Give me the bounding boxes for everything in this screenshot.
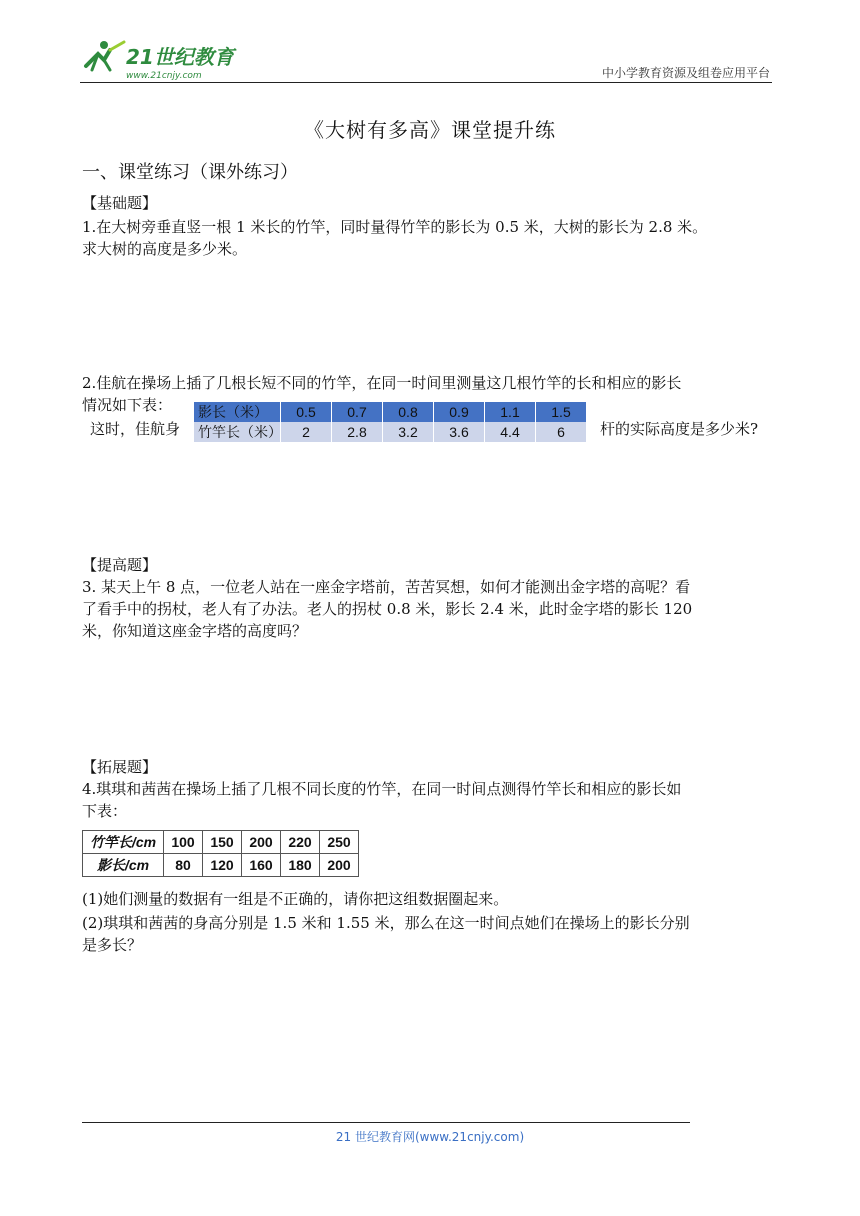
logo-text: 21世纪教育 bbox=[126, 45, 234, 69]
table-cell: 180 bbox=[281, 854, 320, 877]
table-cell: 4.4 bbox=[485, 422, 536, 442]
table-row-header: 影长/cm bbox=[83, 854, 164, 877]
page-title: 《大树有多高》课堂提升练 bbox=[304, 118, 556, 142]
table-cell: 0.8 bbox=[383, 402, 434, 422]
table-cell: 0.7 bbox=[332, 402, 383, 422]
table-cell: 3.6 bbox=[434, 422, 485, 442]
q3-line1: 3. 某天上午 8 点，一位老人站在一座金字塔前，苦苦冥想，如何才能测出金字塔的高呢？看 bbox=[82, 578, 691, 596]
table-cell: 150 bbox=[203, 831, 242, 854]
runner-logo-icon bbox=[80, 36, 250, 82]
table-cell: 200 bbox=[242, 831, 281, 854]
table-cell: 200 bbox=[320, 854, 359, 877]
table-cell: 1.1 bbox=[485, 402, 536, 422]
site-logo bbox=[80, 36, 250, 82]
table-cell: 0.9 bbox=[434, 402, 485, 422]
q1-line1: 1.在大树旁垂直竖一根 1 米长的竹竿，同时量得竹竿的影长为 0.5 米，大树的影长为 2.8 米。 bbox=[82, 218, 708, 236]
table-row-header: 竹竿长（米） bbox=[194, 422, 281, 442]
table-cell: 2 bbox=[281, 422, 332, 442]
sub-question-1: (1)她们测量的数据有一组是不正确的，请你把这组数据圈起来。 bbox=[82, 890, 509, 908]
table-cell: 0.5 bbox=[281, 402, 332, 422]
q3-line3: 米，你知道这座金字塔的高度吗？ bbox=[82, 622, 308, 640]
table-cell: 160 bbox=[242, 854, 281, 877]
footer-divider bbox=[82, 1122, 690, 1123]
table-row bbox=[83, 854, 359, 877]
table-cell: 220 bbox=[281, 831, 320, 854]
table-cell: 80 bbox=[164, 854, 203, 877]
table-row-header: 影长（米） bbox=[194, 402, 281, 422]
advanced-tag: 【提高题】 bbox=[82, 556, 158, 574]
table-cell: 2.8 bbox=[332, 422, 383, 442]
q2-line3-left: 这时，佳航身 bbox=[90, 420, 181, 438]
q4-line1: 4.琪琪和茜茜在操场上插了几根不同长度的竹竿，在同一时间点测得竹竿长和相应的影长如 bbox=[82, 780, 682, 798]
q2-line1: 2.佳航在操场上插了几根长短不同的竹竿，在同一时间里测量这几根竹竿的长和相应的影长 bbox=[82, 374, 682, 392]
sub-question-2-line1: (2)琪琪和茜茜的身高分别是 1.5 米和 1.55 米，那么在这一时间点她们在操场上的影长分别 bbox=[82, 914, 690, 932]
section-heading: 一、课堂练习（课外练习） bbox=[82, 162, 298, 183]
q1-line2: 求大树的高度是多少米。 bbox=[82, 240, 248, 258]
header-divider bbox=[80, 82, 772, 83]
logo-url: www.21cnjy.com bbox=[126, 71, 202, 81]
extension-tag: 【拓展题】 bbox=[82, 758, 158, 776]
table-row bbox=[194, 422, 587, 442]
table-cell: 1.5 bbox=[536, 402, 587, 422]
table-cell: 250 bbox=[320, 831, 359, 854]
q4-line2: 下表： bbox=[82, 802, 128, 820]
sub-question-2-line2: 是多长？ bbox=[82, 936, 143, 954]
shadow-table-2 bbox=[82, 830, 359, 877]
q2-line2: 情况如下表： bbox=[82, 396, 173, 414]
header-platform-text: 中小学教育资源及组卷应用平台 bbox=[601, 66, 770, 80]
table-cell: 100 bbox=[164, 831, 203, 854]
table-row bbox=[83, 831, 359, 854]
shadow-table-1 bbox=[194, 402, 587, 442]
table-cell: 120 bbox=[203, 854, 242, 877]
table-row bbox=[194, 402, 587, 422]
basic-tag: 【基础题】 bbox=[82, 194, 158, 212]
table-row-header: 竹竿长/cm bbox=[83, 831, 164, 854]
footer-link[interactable]: 21 世纪教育网(www.21cnjy.com) bbox=[335, 1130, 525, 1144]
table-cell: 3.2 bbox=[383, 422, 434, 442]
q3-line2: 了看手中的拐杖，老人有了办法。老人的拐杖 0.8 米，影长 2.4 米，此时金字塔的影长 120 bbox=[82, 600, 693, 618]
q2-line3-right: 杆的实际高度是多少米? bbox=[600, 420, 759, 438]
table-cell: 6 bbox=[536, 422, 587, 442]
